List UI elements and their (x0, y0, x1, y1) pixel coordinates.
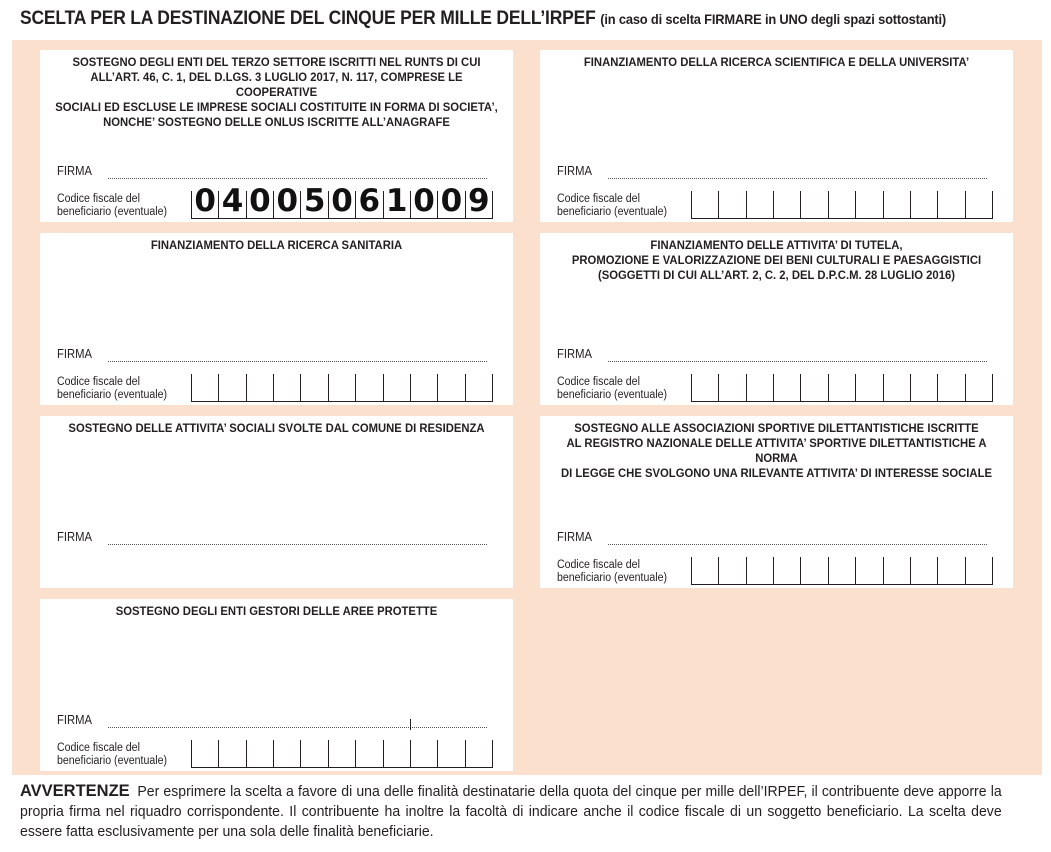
box-heading: FINANZIAMENTO DELLA RICERCA SANITARIA (150, 238, 403, 252)
codice-fiscale-cell[interactable] (437, 740, 464, 767)
codice-fiscale-cell[interactable] (273, 740, 300, 767)
codice-fiscale-cell[interactable] (410, 740, 437, 767)
codice-fiscale-cell[interactable] (718, 374, 745, 401)
codice-fiscale-digit: 0 (413, 183, 435, 219)
codice-fiscale-cell[interactable] (773, 557, 800, 584)
codice-fiscale-digit: 9 (467, 183, 490, 219)
codice-fiscale-digit: 6 (358, 183, 381, 219)
signature-field[interactable] (608, 361, 987, 362)
firma-label: FIRMA (57, 530, 93, 544)
codice-fiscale-cell[interactable] (218, 183, 245, 219)
codice-fiscale-cell[interactable] (437, 183, 464, 219)
box-heading: SOSTEGNO ALLE ASSOCIAZIONI SPORTIVE DILETTANTISTICHE ISCRITTE AL REGISTRO NAZIONALE DELLE ATTIVITA’ SPORTIVE DILETTANTISTICHE A NORMA DI LEGGE CHE SVOLGONO UNA RILEVANTE ATTIVITA’ DI INTERESSE SOCIALE (561, 421, 992, 480)
codice-fiscale-cell[interactable] (355, 374, 382, 401)
warning-text: Per esprimere la scelta a favore di una delle finalità destinatarie della quota del cinque per mille dell’IRPEF, il contribuente deve apporre la propria firma nel riquadro corrispondente. Il contribuente ha inoltre la facoltà di indicare anche il codice fiscale di un soggetto beneficiario. La scelta deve essere fatta esclusivamente per una sola delle finalità beneficiarie. (20, 784, 1002, 840)
signature-field[interactable] (108, 544, 487, 545)
codice-fiscale-cell[interactable] (191, 740, 218, 767)
codice-fiscale-cell[interactable] (746, 191, 773, 218)
stray-pen-mark (410, 719, 411, 730)
codice-fiscale-cell[interactable] (691, 557, 718, 584)
codice-fiscale-digit: 0 (249, 183, 271, 219)
codice-fiscale-input[interactable] (191, 374, 493, 402)
codice-fiscale-cell[interactable] (383, 183, 410, 219)
firma-label: FIRMA (557, 164, 593, 178)
codice-fiscale-cell[interactable] (937, 374, 964, 401)
codice-fiscale-cell[interactable] (218, 740, 245, 767)
box-heading: SOSTEGNO DEGLI ENTI DEL TERZO SETTORE ISCRITTI NEL RUNTS DI CUI ALL’ART. 46, C. 1, DEL D.LGS. 3 LUGLIO 2017, N. 117, COMPRESE LE COOPERATIVE SOCIALI ED ESCLUSE LE IMPRESE SOCIALI COSTITUITE IN FORMA DI SOCIETA’, NONCHE’ SOSTEGNO DELLE ONLUS ISCRITTE ALL’ANAGRAFE (55, 55, 498, 129)
codice-fiscale-cell[interactable] (800, 557, 827, 584)
codice-fiscale-label: Codice fiscale del beneficiario (eventuale) (57, 193, 167, 218)
codice-fiscale-label: Codice fiscale del beneficiario (eventuale) (557, 559, 667, 584)
warning-title: AVVERTENZE (20, 781, 130, 800)
codice-fiscale-cell[interactable] (410, 374, 437, 401)
codice-fiscale-cell[interactable] (718, 191, 745, 218)
codice-fiscale-cell[interactable] (773, 191, 800, 218)
codice-fiscale-cell[interactable] (828, 191, 855, 218)
codice-fiscale-input[interactable] (691, 374, 993, 402)
signature-field[interactable] (108, 361, 487, 362)
box-heading: FINANZIAMENTO DELLA RICERCA SCIENTIFICA E DELLA UNIVERSITA’ (583, 55, 970, 69)
codice-fiscale-digit: 1 (385, 183, 408, 219)
box-ricerca-sanitaria (40, 233, 513, 405)
codice-fiscale-cell[interactable] (246, 183, 273, 219)
firma-label: FIRMA (57, 347, 93, 361)
warning-note (20, 781, 1002, 842)
codice-fiscale-cell[interactable] (910, 557, 937, 584)
codice-fiscale-cell[interactable] (855, 191, 882, 218)
codice-fiscale-cell[interactable] (246, 374, 273, 401)
codice-fiscale-cell[interactable] (218, 374, 245, 401)
codice-fiscale-cell[interactable] (355, 183, 382, 219)
codice-fiscale-cell[interactable] (691, 191, 718, 218)
codice-fiscale-cell[interactable] (383, 374, 410, 401)
codice-fiscale-cell[interactable] (300, 374, 327, 401)
codice-fiscale-cell[interactable] (465, 740, 493, 767)
box-heading: SOSTEGNO DEGLI ENTI GESTORI DELLE AREE PROTETTE (115, 604, 438, 618)
codice-fiscale-cell[interactable] (883, 374, 910, 401)
codice-fiscale-cell[interactable] (937, 557, 964, 584)
codice-fiscale-cell[interactable] (691, 374, 718, 401)
codice-fiscale-cell[interactable] (328, 183, 355, 219)
codice-fiscale-input[interactable] (191, 740, 493, 768)
codice-fiscale-label: Codice fiscale del beneficiario (eventuale) (57, 742, 167, 767)
codice-fiscale-cell[interactable] (828, 557, 855, 584)
codice-fiscale-cell[interactable] (383, 740, 410, 767)
codice-fiscale-input[interactable] (191, 183, 493, 219)
box-associazioni-sportive (540, 416, 1013, 588)
codice-fiscale-digit: 5 (303, 183, 326, 219)
codice-fiscale-label: Codice fiscale del beneficiario (eventuale) (557, 193, 667, 218)
codice-fiscale-cell[interactable] (437, 374, 464, 401)
codice-fiscale-digit: 4 (221, 183, 244, 219)
codice-fiscale-cell[interactable] (300, 740, 327, 767)
codice-fiscale-cell[interactable] (800, 191, 827, 218)
codice-fiscale-cell[interactable] (910, 374, 937, 401)
codice-fiscale-label: Codice fiscale del beneficiario (eventuale) (57, 376, 167, 401)
signature-field[interactable] (108, 727, 487, 728)
signature-field[interactable] (608, 178, 987, 179)
codice-fiscale-cell[interactable] (718, 557, 745, 584)
codice-fiscale-cell[interactable] (746, 374, 773, 401)
firma-label: FIRMA (57, 164, 93, 178)
codice-fiscale-cell[interactable] (410, 183, 437, 219)
codice-fiscale-digit: 0 (276, 183, 299, 219)
codice-fiscale-cell[interactable] (273, 374, 300, 401)
codice-fiscale-cell[interactable] (828, 374, 855, 401)
codice-fiscale-cell[interactable] (965, 557, 993, 584)
codice-fiscale-cell[interactable] (746, 557, 773, 584)
codice-fiscale-cell[interactable] (855, 557, 882, 584)
codice-fiscale-cell[interactable] (883, 557, 910, 584)
signature-field[interactable] (108, 178, 487, 179)
box-terzo-settore (40, 50, 513, 222)
codice-fiscale-cell[interactable] (910, 191, 937, 218)
codice-fiscale-cell[interactable] (800, 374, 827, 401)
box-beni-culturali (540, 233, 1013, 405)
codice-fiscale-cell[interactable] (773, 374, 800, 401)
codice-fiscale-input[interactable] (691, 557, 993, 585)
codice-fiscale-cell[interactable] (855, 374, 882, 401)
firma-label: FIRMA (557, 530, 593, 544)
firma-label: FIRMA (557, 347, 593, 361)
codice-fiscale-cell[interactable] (937, 191, 964, 218)
codice-fiscale-cell[interactable] (273, 183, 300, 219)
box-aree-protette (40, 599, 513, 771)
codice-fiscale-cell[interactable] (465, 374, 493, 401)
codice-fiscale-cell[interactable] (465, 183, 493, 219)
codice-fiscale-cell[interactable] (355, 740, 382, 767)
codice-fiscale-cell[interactable] (246, 740, 273, 767)
box-ricerca-scientifica (540, 50, 1013, 222)
codice-fiscale-digit: 0 (331, 183, 353, 219)
codice-fiscale-input[interactable] (691, 191, 993, 219)
codice-fiscale-cell[interactable] (965, 374, 993, 401)
box-heading: FINANZIAMENTO DELLE ATTIVITA’ DI TUTELA, PROMOZIONE E VALORIZZAZIONE DEI BENI CULTURALI E PAESAGGISTICI (SOGGETTI DI CUI ALL’ART. 2, C. 2, DEL D.P.C.M. 28 LUGLIO 2016) (571, 238, 982, 282)
codice-fiscale-cell[interactable] (328, 374, 355, 401)
form-title-main: SCELTA PER LA DESTINAZIONE DEL CINQUE PER MILLE DELL’IRPEF (20, 8, 596, 29)
form-title (20, 8, 946, 30)
codice-fiscale-cell[interactable] (883, 191, 910, 218)
codice-fiscale-digit: 0 (194, 183, 216, 219)
signature-field[interactable] (608, 544, 987, 545)
codice-fiscale-cell[interactable] (328, 740, 355, 767)
codice-fiscale-digit: 0 (440, 183, 463, 219)
box-heading: SOSTEGNO DELLE ATTIVITA’ SOCIALI SVOLTE DAL COMUNE DI RESIDENZA (68, 421, 485, 435)
firma-label: FIRMA (57, 713, 93, 727)
choice-panel (12, 40, 1042, 775)
codice-fiscale-cell[interactable] (965, 191, 993, 218)
codice-fiscale-label: Codice fiscale del beneficiario (eventuale) (557, 376, 667, 401)
codice-fiscale-cell[interactable] (300, 183, 327, 219)
box-comune-residenza (40, 416, 513, 588)
form-title-instruction: (in caso di scelta FIRMARE in UNO degli spazi sottostanti) (600, 11, 947, 27)
codice-fiscale-cell[interactable] (191, 183, 218, 219)
codice-fiscale-cell[interactable] (191, 374, 218, 401)
